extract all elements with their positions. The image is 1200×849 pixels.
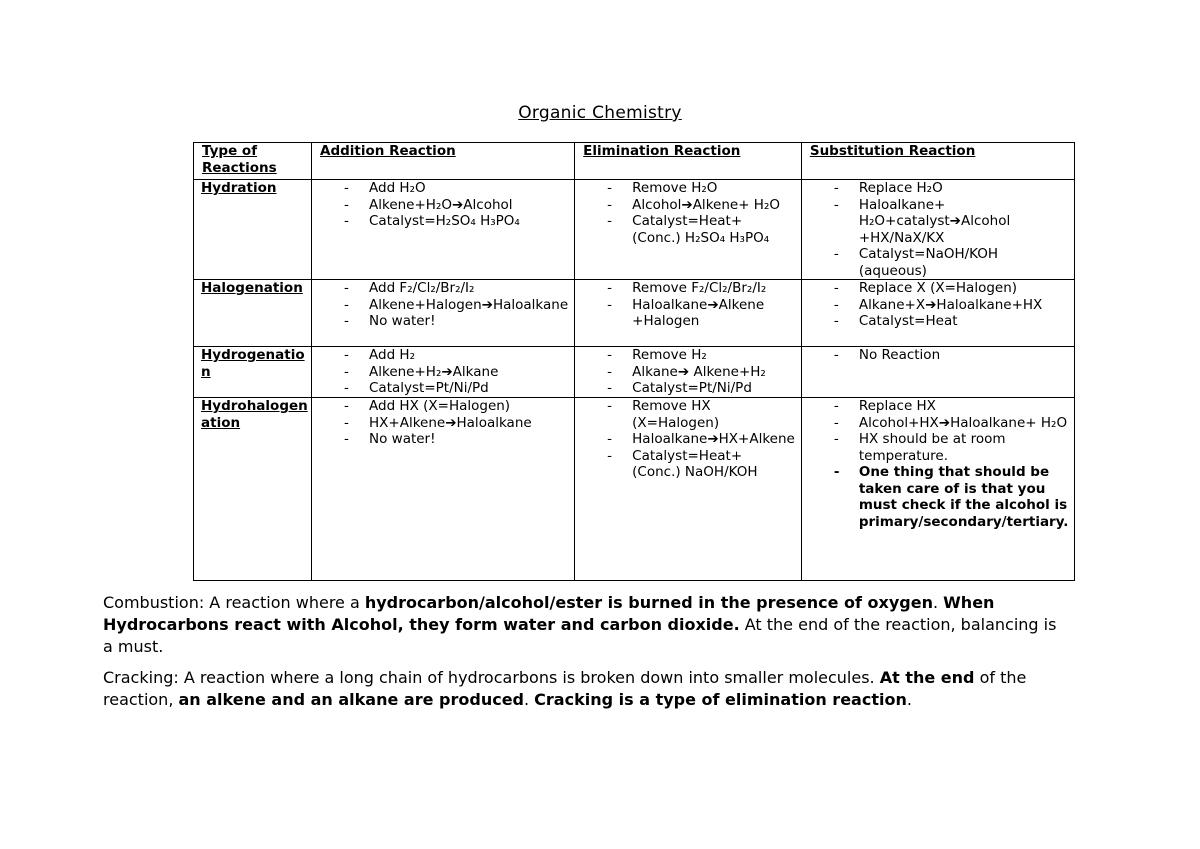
page-title: Organic Chemistry [518,103,682,123]
substitution-list [802,280,1075,330]
list-item: - HX should be at room temperature. [802,431,1075,464]
list-item: - Remove H₂O [575,180,801,197]
list-item: - Remove H₂ [575,347,801,364]
cracking-text: . [524,690,535,709]
cracking-paragraph [103,667,1063,711]
combustion-text: Combustion: A reaction where a [103,593,365,612]
addition-list [312,180,574,230]
reactions-table [193,142,1075,581]
table-row-hydrogenation [194,347,1075,398]
elimination-list [575,180,801,246]
list-item: - Haloalkane➔HX+Alkene [575,431,801,448]
table-row-halogenation [194,280,1075,347]
substitution-list [802,180,1075,279]
list-item: - Catalyst=Heat [802,313,1075,330]
list-item: - Add HX (X=Halogen) [312,398,574,415]
elimination-list [575,280,801,330]
addition-list [312,280,574,330]
row-label-hydrohalogenation: Hydrohalogenation [201,398,308,431]
combustion-text: At the end of the reaction, balancing is a must. [103,615,1057,656]
substitution-list [802,398,1075,530]
list-item: - Catalyst=Heat+ (Conc.) H₂SO₄ H₃PO₄ [575,213,801,246]
list-item: - Haloalkane+ H₂O+catalyst➔Alcohol +HX/NaX/KX [802,197,1075,247]
list-item: - Remove HX (X=Halogen) [575,398,801,431]
table-header-row [194,143,1075,180]
row-label-hydrogenation: Hydrogenation [201,347,305,380]
list-item: - Catalyst=H₂SO₄ H₃PO₄ [312,213,574,230]
table-row-hydration [194,180,1075,280]
list-item: - Haloalkane➔Alkene +Halogen [575,297,801,330]
list-item: - No water! [312,313,574,330]
list-item: - Replace HX [802,398,1075,415]
header-type-of-reactions: Type of Reactions [202,143,277,176]
header-addition-reaction: Addition Reaction [320,143,456,159]
list-item: - Remove F₂/Cl₂/Br₂/I₂ [575,280,801,297]
list-item: - Alcohol➔Alkene+ H₂O [575,197,801,214]
list-item: - Alkane+X➔Haloalkane+HX [802,297,1075,314]
list-item: - Alkene+Halogen➔Haloalkane [312,297,574,314]
table-row-hydrohalogenation [194,398,1075,581]
addition-list [312,398,574,448]
list-item: - Add F₂/Cl₂/Br₂/I₂ [312,280,574,297]
list-item: - Catalyst=Pt/Ni/Pd [575,380,801,397]
list-item: - Catalyst=Heat+ (Conc.) NaOH/KOH [575,448,801,481]
list-item: - Add H₂ [312,347,574,364]
list-item: - Alkene+H₂➔Alkane [312,364,574,381]
list-item: - No water! [312,431,574,448]
list-item: - Alkane➔ Alkene+H₂ [575,364,801,381]
cracking-text: of the reaction, [103,668,1027,709]
list-item: - Alkene+H₂O➔Alcohol [312,197,574,214]
cracking-emphasis: an alkene and an alkane are produced [178,690,524,709]
row-label-halogenation: Halogenation [201,280,303,296]
list-item: - HX+Alkene➔Haloalkane [312,415,574,432]
list-item: - No Reaction [802,347,1075,364]
elimination-list [575,398,801,481]
combustion-text: . [932,593,944,612]
cracking-text: Cracking: A reaction where a long chain of hydrocarbons is broken down into smaller molecules. [103,668,880,687]
list-item: - Catalyst=NaOH/KOH (aqueous) [802,246,1075,279]
row-label-hydration: Hydration [201,180,277,196]
list-item: - Alcohol+HX➔Haloalkane+ H₂O [802,415,1075,432]
header-elimination-reaction: Elimination Reaction [583,143,741,159]
cracking-text: . [906,690,912,709]
combustion-emphasis: When Hydrocarbons react with Alcohol, they form water and carbon dioxide. [103,593,995,634]
cracking-emphasis: Cracking is a type of elimination reaction [534,690,907,709]
elimination-list [575,347,801,397]
header-substitution-reaction: Substitution Reaction [809,143,976,159]
addition-list [312,347,574,397]
combustion-emphasis: hydrocarbon/alcohol/ester is burned in the presence of oxygen [364,593,933,612]
list-item-note: - One thing that should be taken care of is that you must check if the alcohol is primary/secondary/tertiary. [802,464,1075,530]
list-item: - Add H₂O [312,180,574,197]
cracking-emphasis: At the end [879,668,975,687]
list-item: - Replace H₂O [802,180,1075,197]
combustion-paragraph [103,592,1063,658]
substitution-list [802,347,1075,364]
list-item: - Replace X (X=Halogen) [802,280,1075,297]
list-item: - Catalyst=Pt/Ni/Pd [312,380,574,397]
